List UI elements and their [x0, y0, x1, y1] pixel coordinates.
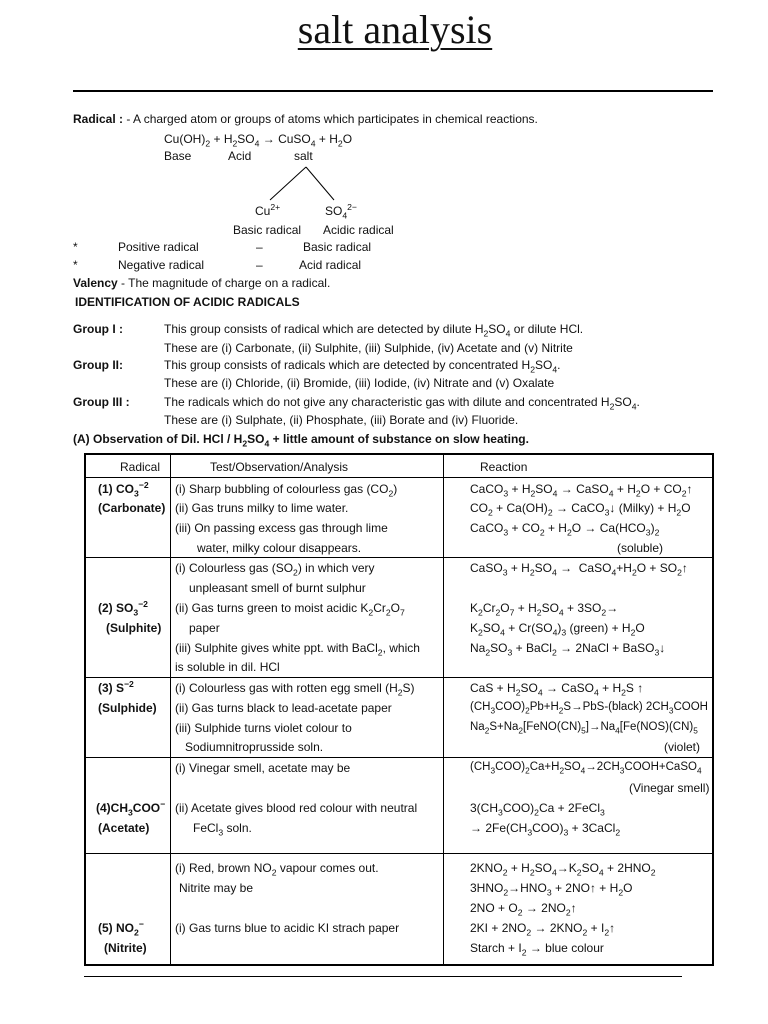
- bullet-star: *: [73, 240, 78, 254]
- sulphite-reaction-3: $K_2SO_4 + Cr(SO_4)_3$ (green) + $H_2O$: [470, 621, 645, 638]
- group-iii-description: The radicals which do not give any characteristic gas with dilute and concentrated $H_2SO_4$.: [164, 395, 640, 412]
- bullet-star: *: [73, 258, 78, 272]
- radical-definition: [73, 112, 538, 126]
- title-divider: [73, 90, 713, 92]
- positive-radical-text: Positive radical: [118, 240, 199, 254]
- acid-radical-table: [84, 453, 714, 966]
- footer-divider: [84, 976, 682, 977]
- radical-definition-text: - A charged atom or groups of atoms which participates in chemical reactions.: [123, 112, 538, 126]
- acidic-radical-label: Acidic radical: [323, 223, 394, 237]
- group-ii-label: Group II:: [73, 358, 123, 372]
- negative-radical-text: Negative radical: [118, 258, 205, 272]
- so4-ion: $SO_4^{2-}$: [325, 202, 357, 221]
- group-i-members: These are (i) Carbonate, (ii) Sulphite, (iii) Sulphide, (iv) Acetate and (v) Nitrite: [164, 341, 573, 355]
- section-a-heading: (A) Observation of Dil. HCl / $H_2SO_4$ + little amount of substance on slow heating.: [73, 432, 529, 449]
- nitrite-test-1: (i) Red, brown $NO_2$ vapour comes out.: [175, 861, 379, 878]
- cu-ion: $Cu^{2+}$: [255, 202, 281, 218]
- acid-radical-text: Acid radical: [299, 258, 362, 272]
- nitrite-reaction-1: $2KNO_2 + H_2SO_4\to K_2SO_4 + 2HNO_2$: [470, 861, 656, 878]
- equation-acid-label: Acid: [228, 149, 252, 163]
- nitrite-name: (Nitrite): [104, 941, 147, 955]
- sulphide-test-2: (ii) Gas turns black to lead-acetate paper: [175, 701, 392, 715]
- sulphite-test-1b: unpleasant smell of burnt sulphur: [189, 581, 366, 595]
- nitrite-test-1b: Nitrite may be: [179, 881, 254, 895]
- bullet-dash: –: [256, 258, 263, 272]
- sulphide-formula: (3) $S^{-2}$: [98, 679, 134, 695]
- acetate-name: (Acetate): [98, 821, 150, 835]
- bullet-dash: –: [256, 240, 263, 254]
- sulphide-reaction-3: $Na_2S+Na_2[FeNO(CN)_5]\to Na_4[Fe(NOS)(CN)_5$: [470, 721, 698, 736]
- group-i-label: Group I :: [73, 322, 123, 336]
- equation-base-label: Base: [164, 149, 192, 163]
- sulphite-formula: (2) $SO_3^{-2}$: [98, 599, 148, 618]
- sulphite-test-3b: is soluble in dil. HCl: [175, 660, 280, 674]
- acetate-reaction-2: $3(CH_3COO)_2Ca$ + 2FeCl$_3$: [470, 801, 605, 818]
- group-i-description: This group consists of radical which are detected by dilute $H_2SO_4$ or dilute HCl.: [164, 322, 584, 339]
- nitrite-reaction-4: $2KI + 2NO_2 \to 2KNO_2$ + $I_2↑$: [470, 921, 616, 938]
- acetate-test-2: (ii) Acetate gives blood red colour with neutral: [175, 801, 418, 815]
- sulphide-violet-note: (violet): [664, 740, 701, 754]
- header-test: Test/Observation/Analysis: [210, 460, 349, 474]
- carbonate-test-2: (ii) Gas truns milky to lime water.: [175, 501, 349, 515]
- nitrite-test-2: (i) Gas turns blue to acidic KI strach paper: [175, 921, 400, 935]
- carbonate-reaction-1: CaCO$_3$ + $H_2SO_4$ → CaSO$_4$ + $H_2O$ + $CO_2↑$: [470, 482, 693, 499]
- carbonate-test-1: (i) Sharp bubbling of colourless gas $(CO_2)$: [175, 482, 398, 499]
- sulphide-reaction-1: CaS + $H_2SO_4$ → CaSO$_4$ + $H_2S$ ↑: [470, 681, 644, 698]
- nitrite-reaction-5: Starch + $I_2$ → blue colour: [470, 941, 604, 958]
- carbonate-reaction-2: $CO_2 + Ca(OH)_2$ → CaCO$_3$↓ (Milky) + $H_2O$: [470, 501, 691, 518]
- acetate-formula: $(4)CH_3COO^-$: [96, 799, 166, 818]
- sulphide-reaction-2: $(CH_3COO)_2Pb+H_2S\to PbS-(black)$ $2CH_3COOH$: [470, 701, 708, 716]
- group-iii-label: Group III :: [73, 395, 130, 409]
- basic-radical-label: Basic radical: [233, 223, 302, 237]
- carbonate-test-3: (iii) On passing excess gas through lime: [175, 521, 388, 535]
- carbonate-name: (Carbonate): [98, 501, 166, 515]
- sulphite-reaction-2: $K_2Cr_2O_7 + H_2SO_4 + 3SO_2\to$: [470, 601, 619, 618]
- carbonate-soluble-note: (soluble): [617, 541, 664, 555]
- sulphite-reaction-1: CaSO$_3$ + $H_2SO_4$ → $CaSO_4+H_2O$ + $SO_2↑$: [470, 561, 688, 578]
- header-reaction: Reaction: [480, 460, 528, 474]
- equation-salt-label: salt: [294, 149, 313, 163]
- sulphite-test-2b: paper: [189, 621, 220, 635]
- sulphide-test-3: (iii) Sulphide turns violet colour to: [175, 721, 352, 735]
- sulphide-test-3b: Sodiumnitroprusside soln.: [185, 740, 324, 754]
- nitrite-reaction-2: $3HNO_2\to HNO_3$ + 2NO↑ + $H_2O$: [470, 881, 633, 898]
- acetate-reaction-3: → $2Fe(CH_3COO)_3$ + 3CaCl$_2$: [470, 821, 621, 838]
- salt-split-diagram: [250, 164, 350, 204]
- header-radical: Radical: [120, 460, 161, 474]
- neutralisation-equation: $Cu(OH)_2 + H_2SO_4$ → CuSO$_4$ + $H_2O$: [164, 132, 353, 149]
- acetate-test-2b: FeCl$_3$ soln.: [193, 821, 252, 838]
- nitrite-formula: (5) $NO_2^-$: [98, 919, 144, 938]
- basic-radical-text: Basic radical: [303, 240, 372, 254]
- acetate-test-1: (i) Vinegar smell, acetate may be: [175, 761, 351, 775]
- identification-heading: IDENTIFICATION OF ACIDIC RADICALS: [75, 295, 300, 309]
- sulphide-test-1: (i) Colourless gas with rotten egg smell $(H_2S)$: [175, 681, 415, 698]
- valency-label: Valency: [73, 276, 118, 290]
- sulphite-test-1: (i) Colourless gas $(SO_2)$ in which very: [175, 561, 375, 578]
- nitrite-reaction-3: $2NO + O_2$ → $2NO_2↑$: [470, 901, 577, 918]
- valency-definition-text: - The magnitude of charge on a radical.: [117, 276, 331, 290]
- sulphide-name: (Sulphide): [98, 701, 157, 715]
- sulphite-test-2: (ii) Gas turns green to moist acidic $K_2Cr_2O_7$: [175, 601, 405, 618]
- acetate-vinegar-note: (Vinegar smell): [629, 781, 710, 795]
- carbonate-reaction-3: CaCO$_3$ + $CO_2 + H_2O \to Ca(HCO_3)_2$: [470, 521, 660, 538]
- group-iii-members: These are (i) Sulphate, (ii) Phosphate, (iii) Borate and (iv) Fluoride.: [164, 413, 519, 427]
- acetate-reaction-1: $(CH_3COO)_2Ca+H_2SO_4\to 2CH_3COOH+CaSO_4$: [470, 761, 702, 776]
- sulphite-reaction-4: $Na_2SO_3$ + BaCl$_2$ → 2NaCl + BaSO$_3$↓: [470, 641, 666, 658]
- sulphite-name: (Sulphite): [106, 621, 162, 635]
- carbonate-formula: (1) $CO_3^{-2}$: [98, 480, 149, 499]
- radical-label: Radical :: [73, 112, 124, 126]
- page-title: salt analysis: [297, 7, 493, 52]
- valency-definition: [73, 276, 330, 290]
- sulphite-test-3: (iii) Sulphite gives white ppt. with BaCl$_2$, which: [175, 641, 420, 658]
- carbonate-test-4: water, milky colour disappears.: [197, 541, 362, 555]
- group-ii-members: These are (i) Chloride, (ii) Bromide, (iii) Iodide, (iv) Nitrate and (v) Oxalate: [164, 376, 555, 390]
- group-ii-description: This group consists of radicals which are detected by concentrated $H_2SO_4$.: [164, 358, 561, 375]
